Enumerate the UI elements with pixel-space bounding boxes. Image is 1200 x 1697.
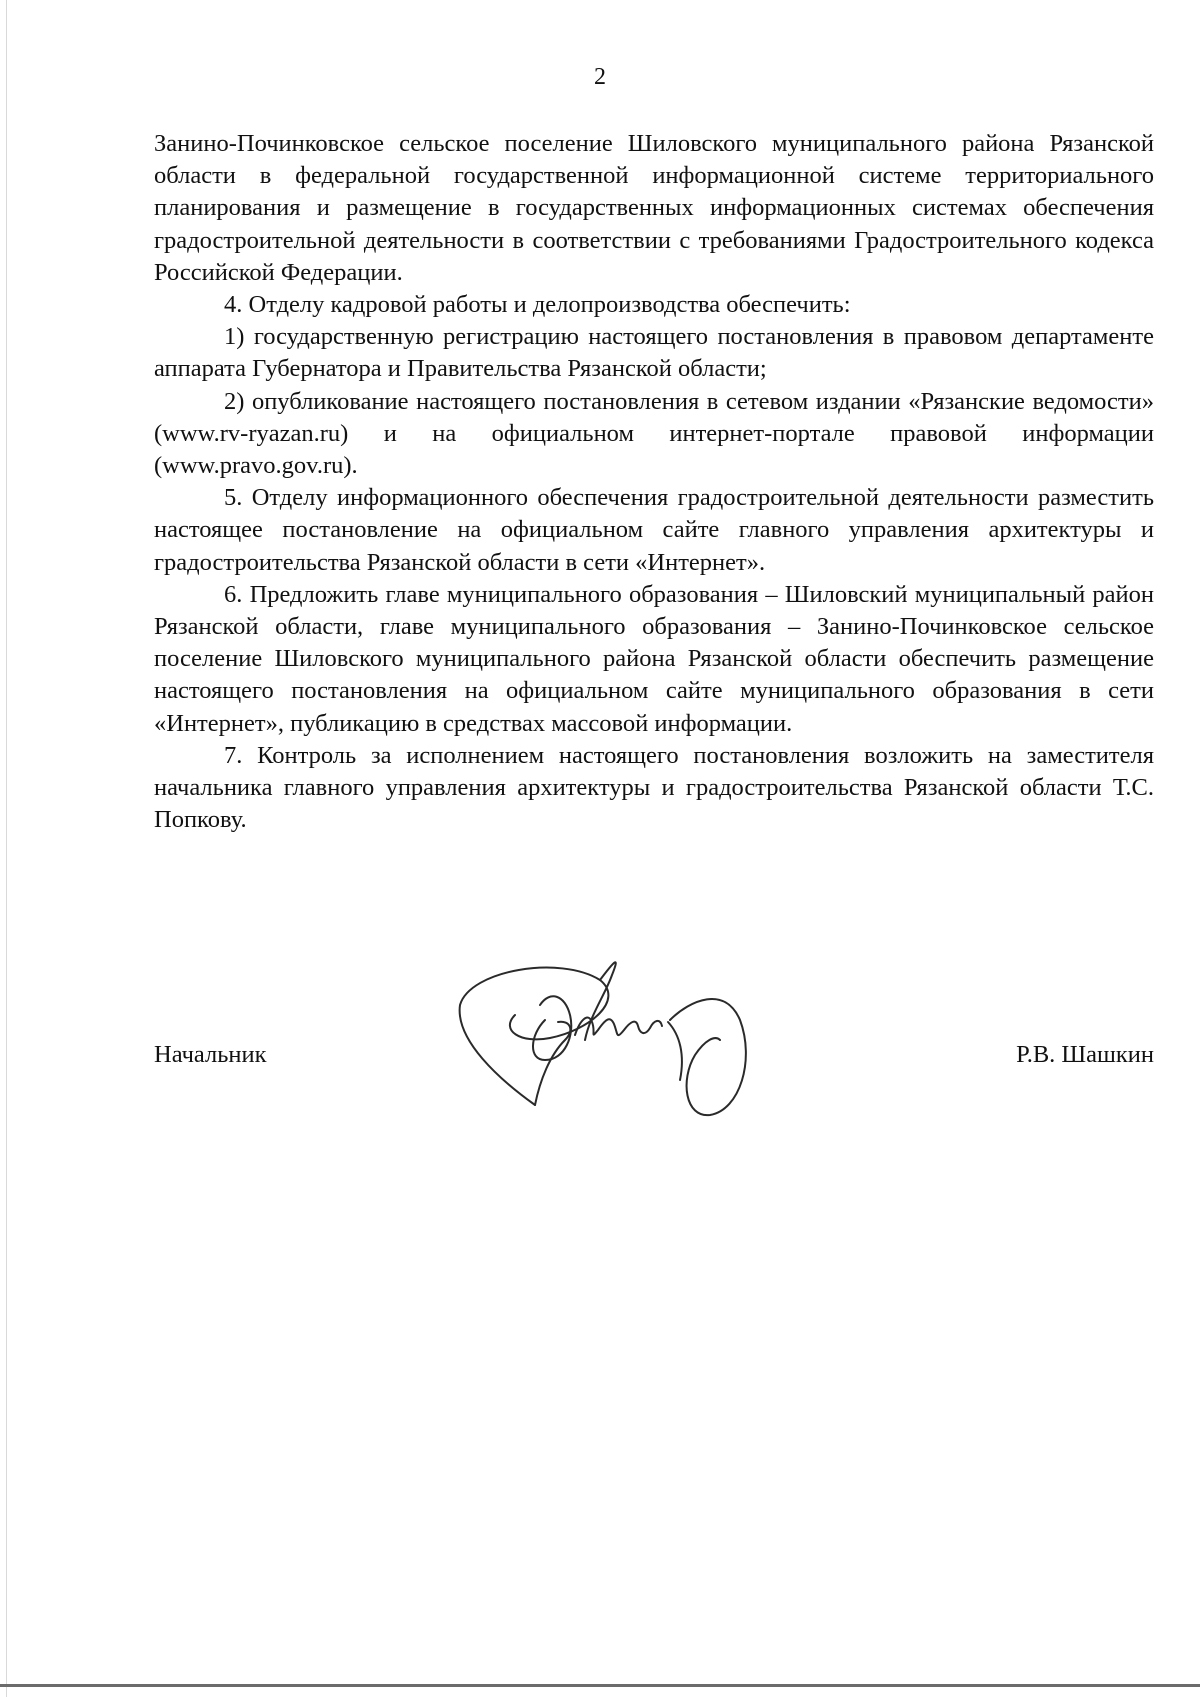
paragraph-item-4: 4. Отделу кадровой работы и делопроизводства обеспечить: [224, 291, 851, 319]
paragraph-subitem-2: 2) опубликование настоящего постановления в сетевом издании «Рязанские ведомости» (www.rv-ryazan.ru) и на официальном интернет-портале правовой информации (www.pravo.gov.ru). [154, 387, 1154, 480]
paragraph-item-5: 5. Отделу информационного обеспечения градостроительной деятельности разместить настоящее постановление на официальном сайте главного управления архитектуры и градостроительства Рязанской области в сети «Интернет». [154, 484, 1154, 576]
scan-edge-bottom [0, 1684, 1200, 1687]
paragraph-subitem-1: 1) государственную регистрацию настоящего постановления в правовом департаменте аппарата Губернатора и Правительства Рязанской области; [154, 323, 1154, 383]
signatory-name: Р.В. Шашкин [1016, 1041, 1154, 1068]
signature-block [154, 1040, 1154, 1080]
document-body [154, 128, 1154, 836]
signatory-position: Начальник [154, 1041, 267, 1068]
scan-edge-left [6, 0, 7, 1697]
paragraph-item-6: 6. Предложить главе муниципального образования – Шиловский муниципальный район Рязанской области, главе муниципального образования – Занино-Починковское сельское поселение Шиловского муниципального района Рязанской области обеспечить размещение настоящего постановления на официальном сайте муниципального образования в сети «Интернет», публикацию в средствах массовой информации. [154, 580, 1154, 737]
paragraph-continuation: Занино-Починковское сельское поселение Шиловского муниципального района Рязанской области в федеральной государственной информационной системе территориального планирования и размещение в государственных информационных системах обеспечения градостроительной деятельности в соответствии с требованиями Градостроительного кодекса Российской Федерации. [154, 130, 1154, 286]
paragraph-item-7: 7. Контроль за исполнением настоящего постановления возложить на заместителя начальника главного управления архитектуры и градостроительства Рязанской области Т.С. Попкову. [154, 741, 1154, 834]
page-number: 2 [594, 64, 606, 90]
